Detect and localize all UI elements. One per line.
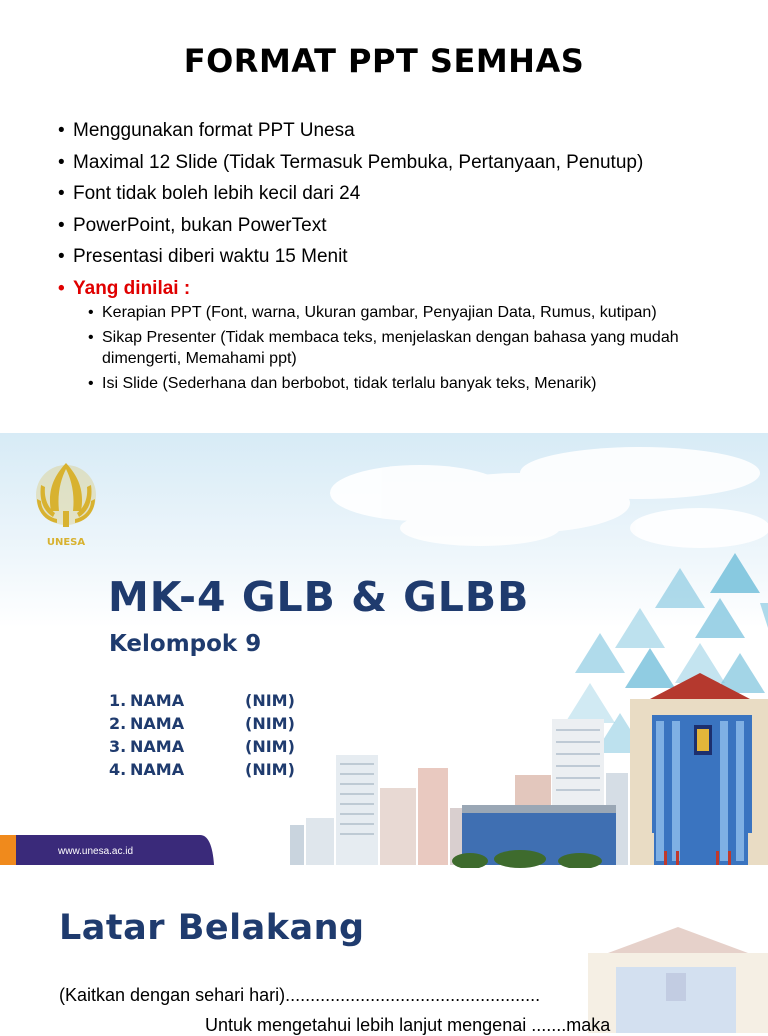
member-nim: (NIM): [245, 714, 295, 733]
assessed-heading-label: Yang dinilai :: [73, 277, 191, 299]
member-nim: (NIM): [245, 737, 295, 756]
slide-title: MK-4 GLB & GLBB: [108, 573, 530, 621]
unesa-logo: [33, 455, 99, 550]
list-item: • PowerPoint, bukan PowerText: [58, 210, 758, 242]
slide-latar-belakang: [0, 868, 768, 1035]
member-number: 1.: [109, 691, 127, 710]
member-number: 3.: [109, 737, 127, 756]
assessed-list: [73, 302, 748, 398]
list-item: • Font tidak boleh lebih kecil dari 24: [58, 178, 758, 210]
list-item: • Sikap Presenter (Tidak membaca teks, menjelaskan dengan bahasa yang mudah dimengerti, Memahami ppt): [88, 327, 748, 369]
member-number: 4.: [109, 760, 127, 779]
member-nim: (NIM): [245, 691, 295, 710]
list-item: [109, 714, 309, 737]
rules-list: [58, 115, 758, 304]
list-item: [109, 691, 309, 714]
slide-format-ppt-semhas: [0, 0, 768, 430]
slide-title: Latar Belakang: [59, 908, 365, 948]
member-name: NAMA: [130, 760, 185, 779]
footer-url: www.unesa.ac.id: [58, 846, 134, 857]
member-nim: (NIM): [245, 760, 295, 779]
member-number: 2.: [109, 714, 127, 733]
slide-title-mk4: [0, 433, 768, 865]
member-list: [109, 691, 309, 783]
group-name: Kelompok 9: [109, 631, 262, 657]
logo-wordmark: UNESA: [46, 537, 86, 548]
assessed-heading: [58, 273, 758, 305]
member-name: NAMA: [130, 714, 185, 733]
list-item: [109, 760, 309, 783]
list-item: • Isi Slide (Sederhana dan berbobot, tidak terlalu banyak teks, Menarik): [88, 373, 748, 394]
list-item: • Menggunakan format PPT Unesa: [58, 115, 758, 147]
slide-title: FORMAT PPT SEMHAS: [183, 42, 585, 80]
member-name: NAMA: [130, 691, 185, 710]
body-text: (Kaitkan dengan sehari hari)...................................................: [59, 985, 541, 1005]
list-item: [109, 737, 309, 760]
list-item: • Maximal 12 Slide (Tidak Termasuk Pembuka, Pertanyaan, Penutup): [58, 147, 758, 179]
list-item: • Presentasi diberi waktu 15 Menit: [58, 241, 758, 273]
body-text: Untuk mengetahui lebih lanjut mengenai .......maka: [205, 1015, 611, 1035]
member-name: NAMA: [130, 737, 185, 756]
list-item: • Kerapian PPT (Font, warna, Ukuran gambar, Penyajian Data, Rumus, kutipan): [88, 302, 748, 323]
